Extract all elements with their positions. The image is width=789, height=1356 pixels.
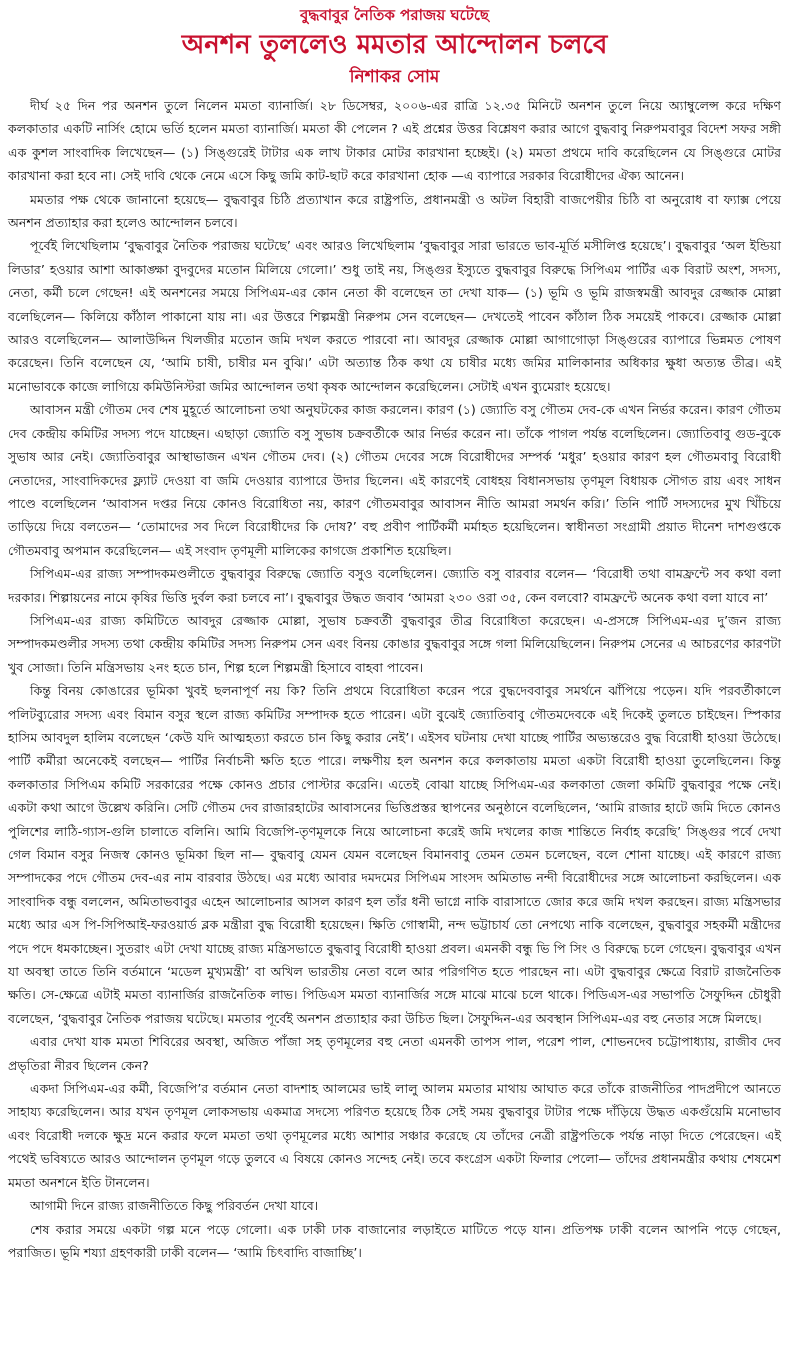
article-paragraph: পূর্বেই লিখেছিলাম ‘বুদ্ধবাবুর নৈতিক পরাজয় ঘটেছে’ এবং আরও লিখেছিলাম ‘বুদ্ধবাবুর সারা ভারতে ভাব-মূর্তি মসীলিপ্ত হয়েছে’। বুদ্ধবাবুর ‘অল ইন্ডিয়া লিডার’ হওয়ার আশা আকাঙ্ক্ষা বুদবুদের মতোন মিলিয়ে গেলো।’ শুধু তাই নয়, সিঙ্গুর ইস্যুতে বুদ্ধবাবুর বিরুদ্ধে সিপিএম পার্টির এক বিরাট অংশ, সদস্য, নেতা, কর্মী চলে গেছেন! এই অনশনের সময়ে সিপিএম-এর কোন নেতা কী বলেছেন তা দেখা যাক— (১) ভূমি ও ভূমি রাজস্বমন্ত্রী আবদুর রেজ্জাক মোল্লা বলেছিলেন— কিলিয়ে কাঁঠাল পাকানো যায় না। এর উত্তরে শিল্পমন্ত্রী নিরুপম সেন বলেছেন— দেখতেই পাবেন কাঁঠাল ঠিক সময়েই পাকবে। রেজ্জাক মোল্লা আরও বলেছিলেন— আলাউদ্দিন খিলজীর মতোন জমি দখল করতে পারবো না। আবদুর রেজ্জাক মোল্লা আগাগোড়া সিঙ্গুরের ব্যাপারে ভিন্নমত পোষণ করেছেন। তিনি বলেছেন যে, ‘আমি চাষী, চাষীর মন বুঝি।’ এটা অত্যান্ত ঠিক কথা যে চাষীর মধ্যে জমির মালিকানার অধিকার ক্ষুধা অত্যন্ত তীব্র। এই মনোভাবকে কাজে লাগিয়ে কমিউনিস্টরা জমির আন্দোলন তথা কৃষক আন্দোলন করেছিলেন। সেটাই এখন ব্যুমেরাং হয়েছে। [8,238,781,394]
article-paragraph: একদা সিপিএম-এর কর্মী, বিজেপি’র বর্তমান নেতা বাদশাহ আলমের ভাই লালু আলম মমতার মাথায় আঘাত করে তাঁকে রাজনীতির পাদপ্রদীপে আনতে সাহায্য করেছিলেন। আর যখন তৃণমূল লোকসভায় একমাত্র সদস্যে পরিণত হয়েছে ঠিক সেই সময় বুদ্ধবাবুর টাটার পক্ষে দাঁড়িয়ে উদ্ধত একগুঁয়েমি মনোভাব এবং বিরোধী দলকে ক্ষুদ্র মনে করার ফলে মমতা তথা তৃণমূলের মধ্যে আশার সঞ্চার করেছে যে তাঁদের নেত্রী রাষ্ট্রপতিকে পর্যন্ত নাড়া দিতে পেরেছেন। এই পথেই ভবিষ্যতে আরও আন্দোলন তৃণমূল গড়ে তুলবে এ বিষয়ে কোনও সন্দেহ নেই। তবে কংগ্রেস একটা ফিলার পেলো— তাঁদের প্রধানমন্ত্রীর কথায় শেষমেশ মমতা অনশনে ইতি টানলেন। [8,1081,781,1190]
article-paragraph: সিপিএম-এর রাজ্য কমিটিতে আবদুর রেজ্জাক মোল্লা, সুভাষ চক্রবর্তী বুদ্ধবাবুর তীব্র বিরোধিতা করেছেন। এ-প্রসঙ্গে সিপিএম-এর দু’জন রাজ্য সম্পাদকমণ্ডলীর সদস্য তথা কেন্দ্রীয় কমিটির সদস্য নিরুপম সেন এবং বিনয় কোঙার বুদ্ধবাবুর সঙ্গে গলা মিলিয়েছিলেন। নিরুপম সেনের এ আচরণের কারণটা খুব সোজা। তিনি মন্ত্রিসভায় ২নং হতে চান, শিল্প হলে শিল্পমন্ত্রী হিসাবে বাহবা পাবেন। [8,612,781,675]
article-headline: অনশন তুললেও মমতার আন্দোলন চলবে [181,30,608,60]
article-paragraph: দীর্ঘ ২৫ দিন পর অনশন তুলে নিলেন মমতা ব্যানার্জি। ২৮ ডিসেম্বর, ২০০৬-এর রাত্রি ১২.৩৫ মিনিটে অনশন তুলে নিয়ে অ্যাম্বুলেন্স করে দক্ষিণ কলকাতার একটি নার্সিং হোমে ভর্তি হলেন মমতা ব্যানার্জি। মমতা কী পেলেন ? এই প্রশ্নের উত্তর বিশ্লেষণ করার আগে বুদ্ধবাবু নিরুপমবাবুর বিদেশ সফর সঙ্গী এক কুশল সাংবাদিক লিখেছেন— (১) সিঙ্গুরেই টাটার এক লাখ টাকার মোটর কারখানা হচ্ছেই। (২) মমতা প্রথমে দাবি করেছিলেন যে সিঙ্গুরে মোটর কারখানা করা হবে না। সেই দাবি থেকে নেমে এসে কিছু জমি কাট-ছাট করে কারখানা হোক —এ ব্যাপারে সরকার বিরোধীদের ঐক্য আনেন। [8,98,781,184]
article-paragraph: আবাসন মন্ত্রী গৌতম দেব শেষ মুহূর্তে আলোচনা তথা অনুঘটকের কাজ করলেন। কারণ (১) জ্যোতি বসু গৌতম দেব-কে এখন নির্ভর করেন। কারণ গৌতম দেব কেন্দ্রীয় কমিটির সদস্য পদে যাচ্ছেন। এছাড়া জ্যোতি বসু সুভাষ চক্রবর্তীকে আর নির্ভর করেন না। তাঁকে পাগল পর্যন্ত বলেছিলেন। জ্যোতিবাবু গুড-বুকে সুভাষ আর নেই। জ্যোতিবাবুর আস্থাভাজন এখন গৌতম দেব। (২) গৌতম দেবের সঙ্গে বিরোধীদের সম্পর্ক ‘মধুর’ হওয়ার কারণ হল গৌতমবাবু বিরোধী নেতাদের, সাংবাদিকদের ফ্ল্যাট দেওয়া বা জমি দেওয়ার ব্যাপারে উদার ছিলেন। এই কারণেই বোধহয় বিধানসভায় তৃণমূল বিধায়ক সৌগত রায় এবং সাধন পাণ্ডে বলেছিলেন ‘আবাসন দপ্তর নিয়ে কোনও বিরোধিতা নয়, কারণ গৌতমবাবুর আবাসন নীতি আমরা সমর্থন করি।’ তিনি পার্টি সদস্যদের মুখ খিঁচিয়ে তাড়িয়ে দিয়ে বলতেন— ‘তোমাদের সব দিলে বিরোধীদের কি দোষ?’ বহু প্রবীণ পার্টিকর্মী মর্মাহত হয়েছিলেন। স্বাধীনতা সংগ্রামী প্রয়াত দীনেশ দাশগুপ্তকে গৌতমবাবু অপমান করেছিলেন— এই সংবাদ তৃণমূলী মালিকের কাগজে প্রকাশিত হয়েছিল। [8,402,782,558]
article-paragraph: মমতার পক্ষ থেকে জানানো হয়েছে— বুদ্ধবাবুর চিঠি প্রত্যাখান করে রাষ্ট্রপতি, প্রধানমন্ত্রী ও অটল বিহারী বাজপেয়ীর চিঠি বা অনুরোধ বা ফ্যাক্স পেয়ে অনশন প্রত্যাহার করা হলেও আন্দোলন চলবে। [8,191,781,231]
article-paragraph: আগামী দিনে রাজ্য রাজনীতিতে কিছু পরিবর্তন দেখা যাবে। [30,1198,319,1214]
article-body [8,94,781,1264]
article-paragraph: শেষ করার সময়ে একটা গল্প মনে পড়ে গেলো। এক ঢাকী ঢাক বাজানোর লড়াইতে মাটিতে পড়ে যান। প্রতিপক্ষ ঢাকী বলেন আপনি পড়ে গেছেন, পরাজিত। ভূমি শয্যা গ্রহণকারী ঢাকী বলেন— ‘আমি চিৎবাদ্যি বাজাচ্ছি’। [8,1221,781,1260]
article-paragraph: কিন্তু বিনয় কোঙারের ভূমিকা খুবই ছলনাপূর্ণ নয় কি? তিনি প্রথমে বিরোধিতা করেন পরে বুদ্ধদেববাবুর সমর্থনে ঝাঁপিয়ে পড়েন। যদি পরবর্তীকালে পলিটব্যুরোর সদস্য এবং বিমান বসুর স্থলে রাজ্য কমিটির সম্পাদক হতে পারেন। এটা বুঝেই জ্যোতিবাবু গৌতমদেবকে এই দিকেই তুলতে চাইছেন। স্পিকার হাসিম আবদুল হালিম বলেছেন ‘কেউ যদি আত্মহত্যা করতে চান কিছু করার নেই’। এইসব ঘটনায় দেখা যাচ্ছে পার্টির অভ্যন্তরেও বুদ্ধ বিরোধী হাওয়া উঠেছে। পার্টি কর্মীরা অনেকেই বলছেন— পার্টির নির্বাচনী ক্ষতি হতে পারে। লক্ষণীয় হল অনশন করে কলকাতায় মমতা একটা বিরোধী হাওয়া তুলেছিলেন। কিন্তু কলকাতার সিপিএম কমিটি সরকারের পক্ষে কোনও প্রচার পোস্টার করেনি। এতেই বোঝা যাচ্ছে সিপিএম-এর কলকাতা জেলা কমিটি বুদ্ধবাবুর পক্ষে নেই। একটা কথা আগে উল্লেখ করিনি। সেটি গৌতম দেব রাজারহাটের আবাসনের ভিত্তিপ্রস্তর স্থাপনের অনুষ্ঠানে বলেছিলেন, ‘আমি রাজার হাটে জমি দিতে কোনও পুলিশের লাঠি-গ্যাস-গুলি চালাতে বলিনি। আমি বিজেপি-তৃণমূলকে নিয়ে আলোচনা করেই জমি দখলের কাজ শান্তিতে নির্বাহ করেছি’ সিঙ্গুর পর্বে দেখা গেল বিমান বসুর নিজস্ব কোনও ভূমিকা ছিল না— বুদ্ধবাবু যেমন যেমন বলেছেন বিমানবাবু তেমন তেমন চলেছেন, বলে শোনা যাচ্ছে। এই কারণে রাজ্য সম্পাদকের পদে গৌতম দেব-এর নাম বারবার উঠছে। এর মধ্যে আবার দমদমের সিপিএম সাংসদ অমিতাভ নন্দী বিরোধীদের সঙ্গে আলোচনা করছিলেন। এক সাংবাদিক বন্ধু বললেন, অমিতাভবাবুর এহেন আলোচনার আসল কারণ হল তাঁর ধনী ভাগ্নে নাকি বারাসাতে জোর করে জমি দখল করছেন। রাজ্য মন্ত্রিসভার মধ্যে আর এস পি-সিপিআই-ফরওয়ার্ড ব্লক মন্ত্রীরা বুদ্ধ বিরোধী হয়েছেন। ক্ষিতি গোস্বামী, নন্দ ভট্টাচার্য তো নেপথ্যে নাকি বলেছেন, বুদ্ধবাবুর সহকর্মী মন্ত্রীদের পদে পদে ধমকাচ্ছেন। সুতরাং এটা দেখা যাচ্ছে রাজ্য মন্ত্রিসভাতে বুদ্ধবাবু বিরোধী হাওয়া প্রবল। এমনকী বন্ধু ভি পি সিং ও বিরুদ্ধে চলে গেছেন। বুদ্ধবাবুর এখন যা অবস্থা তাতে তিনি বর্তমানে ‘মডেল মুখ্যমন্ত্রী’ বা অখিল ভারতীয় নেতা বলে আর পরিগণিত হতে পারছেন না। এটা বুদ্ধবাবুর ক্ষেত্রে বিরাট রাজনৈতিক ক্ষতি। সে-ক্ষেত্রে এটাই মমতা ব্যানার্জির রাজনৈতিক লাভ। পিডিএস মমতা ব্যানার্জির সঙ্গে মাঝে মাঝে চলে থাকে। পিডিএস-এর সভাপতি সৈফুদ্দিন চৌধুরী বলেছেন, ‘বুদ্ধবাবুর নৈতিক পরাজয় ঘটেছে। মমতার পূর্বেই অনশন প্রত্যাহার করা উচিত ছিল। সৈফুদ্দিন-এর অবস্থান সিপিএম-এর বহু নেতার সঙ্গে মিলছে। [8,683,781,1026]
article-kicker: বুদ্ধবাবুর নৈতিক পরাজয় ঘটেছে [300,6,489,24]
article-paragraph: এবার দেখা যাক মমতা শিবিরের অবস্থা, অজিত পাঁজা সহ তৃণমূলের বহু নেতা এমনকী তাপস পাল, পরেশ পাল, শোভনদেব চট্টোপাধ্যায়, রাজীব দেব প্রভৃতিরা নীরব ছিলেন কেন? [8,1034,781,1073]
article-byline: নিশাকর সোম [349,67,440,87]
article-paragraph: সিপিএম-এর রাজ্য সম্পাদকমণ্ডলীতে বুদ্ধবাবুর বিরুদ্ধে জ্যোতি বসুও বলেছিলেন। জ্যোতি বসু বারবার বলেন— ‘বিরোধী তথা বামফ্রন্টে সব কথা বলা দরকার। শিল্পায়নের নামে কৃষির ভিত্তি দুর্বল করা চলবে না’। বুদ্ধবাবুর উদ্ধত জবাব ‘আমরা ২৩০ ওরা ৩৫, কেন বলবো? বামফ্রন্টে অনেক কথা বলা যাবে না’ [8,566,781,605]
